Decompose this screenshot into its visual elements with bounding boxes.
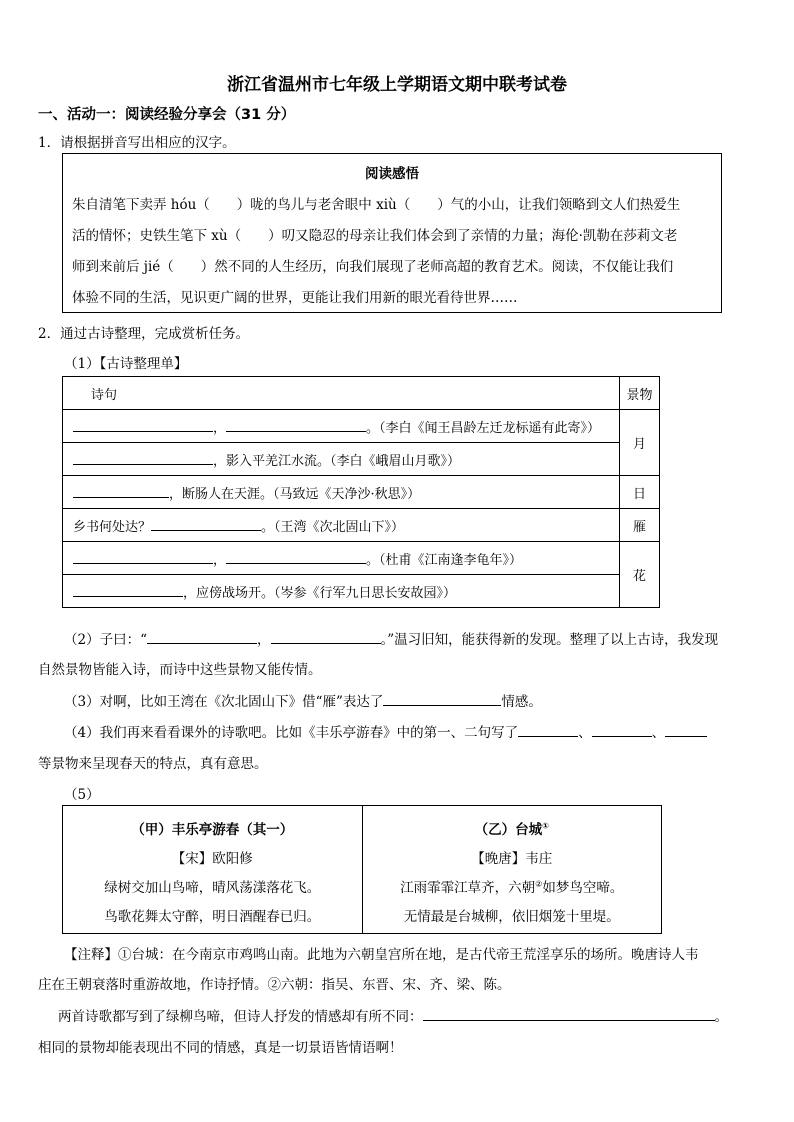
- poem-b-line: 无情最是台城柳，依旧烟笼十里堤。: [403, 909, 620, 925]
- poem-cell: [63, 509, 620, 542]
- answer-blank[interactable]: [73, 582, 183, 597]
- poem-source: ，应傍战场开。（岑参《行军九日思长安故园》）: [183, 585, 457, 601]
- section-heading: 一、活动一：阅读经验分享会（31 分）: [38, 107, 296, 123]
- q2-sub2: [64, 628, 718, 648]
- q2-sub5: （5）: [64, 787, 100, 803]
- reading-box-title: 阅读感悟: [365, 166, 419, 182]
- text: 两首诗歌都写到了绿柳鸟啼，但诗人抒发的情感却有所不同：: [58, 1009, 423, 1025]
- poem-b-author: 【晚唐】韦庄: [471, 851, 553, 867]
- poem-cell: [63, 410, 620, 443]
- poem-cell: [63, 575, 620, 608]
- q2-sub3: [64, 690, 542, 710]
- answer-blank[interactable]: [226, 549, 366, 564]
- q2-sub4: [64, 721, 707, 741]
- answer-blank[interactable]: [151, 516, 261, 531]
- table-row: [63, 542, 660, 575]
- text: 如梦鸟空啼。: [542, 880, 624, 896]
- answer-blank[interactable]: [665, 722, 707, 737]
- reading-line: 体验不同的生活，见识更广阔的世界，更能让我们用新的眼光看待世界……: [72, 290, 518, 306]
- scene-cell: 日: [620, 476, 660, 509]
- poem-source: 。（杜甫《江南逢李龟年》）: [366, 552, 523, 568]
- table-row: [63, 443, 660, 476]
- poem-source: ，断肠人在天涯。（马致远《天净沙·秋思》）: [169, 486, 421, 502]
- poem-source: 。（李白《闻王昌龄左迁龙标遥有此寄》）: [366, 420, 601, 436]
- table-header: [63, 377, 660, 410]
- answer-blank[interactable]: [147, 629, 257, 644]
- reading-line: 朱自清笔下卖弄 hóu（ ）咙的鸟儿与老舍眼中 xiù（ ）气的小山，让我们领略到文人们热爱生: [72, 197, 681, 213]
- answer-blank[interactable]: [383, 691, 501, 706]
- table-row: [63, 410, 660, 443]
- answer-blank[interactable]: [518, 722, 578, 737]
- punct: 、: [651, 725, 666, 741]
- reading-line: 活的情怀；史铁生笔下 xù（ ）叨又隐忍的母亲让我们体会到了亲情的力量；海伦·凯勒在莎莉文老: [72, 228, 678, 244]
- final-text: 相同的景物却能表现出不同的情感，真是一切景语皆情语啊！: [38, 1040, 403, 1056]
- poem-a-title: （甲）丰乐亭游春（其一）: [131, 822, 294, 838]
- punct: 。: [714, 1009, 728, 1025]
- answer-blank[interactable]: [226, 417, 366, 432]
- final-question: [58, 1005, 728, 1025]
- answer-blank[interactable]: [271, 629, 381, 644]
- text: 江雨霏霏江草齐，六朝: [400, 880, 536, 896]
- punct: ，: [213, 552, 227, 568]
- page-title: 浙江省温州市七年级上学期语文期中联考试卷: [227, 75, 567, 95]
- reading-box-text: [72, 190, 716, 314]
- poem-source: ，影入平羌江水流。（李白《峨眉山月歌》）: [213, 453, 461, 469]
- poem-b-line: [363, 876, 662, 896]
- punct: ，: [257, 632, 271, 648]
- answer-blank[interactable]: [423, 1006, 715, 1021]
- poem-a-line: 绿树交加山鸟啼，晴风荡漾落花飞。: [104, 880, 321, 896]
- answer-blank[interactable]: [73, 549, 213, 564]
- q2-sub4-cont: 等景物来呈现春天的特点，真有意思。: [38, 756, 268, 772]
- annotation-line: 庄在王朝衰落时重游故地，作诗抒情。②六朝：指吴、东晋、宋、齐、梁、陈。: [38, 977, 511, 993]
- note-mark: ①: [542, 821, 549, 831]
- reading-box: [62, 153, 722, 313]
- note-mark: ②: [535, 879, 543, 889]
- poem-a-cell: [63, 806, 363, 934]
- answer-blank[interactable]: [73, 483, 169, 498]
- text: （4）我们再来看看课外的诗歌吧。比如《丰乐亭游春》中的第一、二句写了: [64, 725, 519, 741]
- poem-compare-table: [62, 805, 662, 934]
- scene-cell: 月: [620, 410, 660, 476]
- answer-blank[interactable]: [592, 722, 652, 737]
- table-row: [63, 575, 660, 608]
- scene-cell: 花: [620, 542, 660, 608]
- text: 。”温习旧知，能获得新的发现。整理了以上古诗，我发现: [380, 632, 719, 648]
- q2-prompt: 2．通过古诗整理，完成赏析任务。: [38, 326, 250, 342]
- scene-cell: 雁: [620, 509, 660, 542]
- text: 情感。: [501, 694, 542, 710]
- punct: 、: [578, 725, 592, 741]
- q2-sub1: （1）【古诗整理单】: [64, 356, 188, 372]
- col-scene: 景物: [620, 377, 660, 410]
- poem-a-author: 【宋】欧阳修: [171, 851, 253, 867]
- poem-a-line: 鸟歌花舞太守醉，明日酒醒春已归。: [104, 909, 321, 925]
- poem-table: [62, 376, 660, 608]
- title-text: （乙）台城: [474, 822, 543, 838]
- text: （2）子曰：“: [64, 632, 147, 648]
- poem-text: 乡书何处达？: [73, 519, 152, 535]
- poem-source: 。（王湾《次北固山下》）: [261, 519, 405, 535]
- poem-b-cell: [362, 806, 662, 934]
- table-row: [63, 476, 660, 509]
- annotation-line: 【注释】①台城：在今南京市鸡鸣山南。此地为六朝皇宫所在地，是古代帝王荒淫享乐的场所。晚唐诗人韦: [64, 947, 699, 963]
- answer-blank[interactable]: [73, 450, 213, 465]
- poem-cell: [63, 542, 620, 575]
- poem-cell: [63, 476, 620, 509]
- table-row: [63, 509, 660, 542]
- punct: ，: [213, 420, 227, 436]
- col-poem: 诗句: [63, 377, 620, 410]
- text: （3）对啊，比如王湾在《次北固山下》借“雁”表达了: [64, 694, 384, 710]
- poem-b-title: [363, 818, 662, 838]
- table-row: [63, 806, 662, 934]
- reading-line: 师到来前后 jié（ ）然不同的人生经历，向我们展现了老师高超的教育艺术。阅读，不仅能让我们: [72, 259, 674, 275]
- answer-blank[interactable]: [73, 417, 213, 432]
- poem-cell: [63, 443, 620, 476]
- q1-prompt: 1．请根据拼音写出相应的汉字。: [38, 135, 236, 151]
- q2-sub2-cont: 自然景物皆能入诗，而诗中这些景物又能传情。: [38, 662, 322, 678]
